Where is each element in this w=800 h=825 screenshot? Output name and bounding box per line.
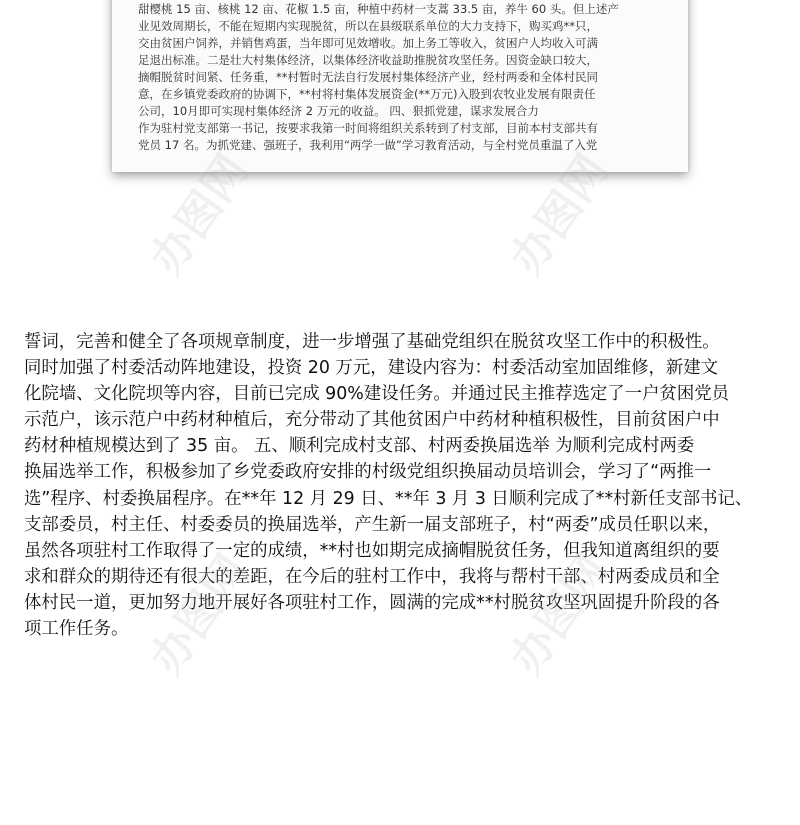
watermark: 办图网 bbox=[140, 145, 259, 284]
watermark: 办图网 bbox=[500, 145, 619, 284]
watermark: 办图网 bbox=[500, 545, 619, 684]
document-preview-card bbox=[112, 0, 688, 172]
document-body-text: 誓词，完善和健全了各项规章制度，进一步增强了基础党组织在脱贫攻坚工作中的积极性。 同时加强了村委活动阵地建设，投资 20 万元，建设内容为：村委活动室加固维修，新建文 化院墙、文化院坝等内容，目前已完成 90%建设任务。并通过民主推荐选定了一户贫困党员 示范户，该示范户中药材种植后，充分带动了其他贫困户中药材种植积极性，目前贫困户中 药材种植规模达到了 35 亩。 五、顺利完成村支部、村两委换届选举 为顺利完成村两委 换届选举工作，积极参加了乡党委政府安排的村级党组织换届动员培训会，学习了“两推一 选”程序、村委换届程序。在**年 12 月 29 日、**年 3 月 3 日顺利完成了**村新任支部书记、 支部委员，村主任、村委委员的换届选举，产生新一届支部班子，村“两委”成员任职以来， 虽然各项驻村工作取得了一定的成绩，**村也如期完成摘帽脱贫任务，但我知道离组织的要 求和群众的期待还有很大的差距，在今后的驻村工作中，我将与帮村干部、村两委成员和全 体村民一道，更加努力地开展好各项驻村工作，圆满的完成**村脱贫攻坚巩固提升阶段的各 项工作任务。 bbox=[24, 332, 753, 640]
document-preview-text: 甜樱桃 15 亩、核桃 12 亩、花椒 1.5 亩，种植中药材一支蒿 33.5 亩，养牛 60 头。但上述产 业见效周期长，不能在短期内实现脱贫，所以在县级联系单位的大力支持下，购买鸡**只， 交由贫困户饲养，并销售鸡蛋，当年即可见效增收。加上务工等收入，贫困户人均收入可满 足退出标准。二是壮大村集体经济，以集体经济收益助推脱贫攻坚任务。因资金缺口较大， 摘帽脱贫时间紧、任务重，**村暂时无法自行发展村集体经济产业，经村两委和全体村民同 意，在乡镇党委政府的协调下，**村将村集体发展资金(**万元)入股到农牧业发展有限责任 公司，10月即可实现村集体经济 2 万元的收益。 四、狠抓党建，谋求发展合力 作为驻村党支部第一书记，按要求我第一时间将组织关系转到了村支部，目前本村支部共有 党员 17 名。为抓党建、强班子，我利用“两学一做”学习教育活动，与全村党员重温了入党 bbox=[138, 2, 619, 152]
watermark: 办图网 bbox=[140, 545, 259, 684]
